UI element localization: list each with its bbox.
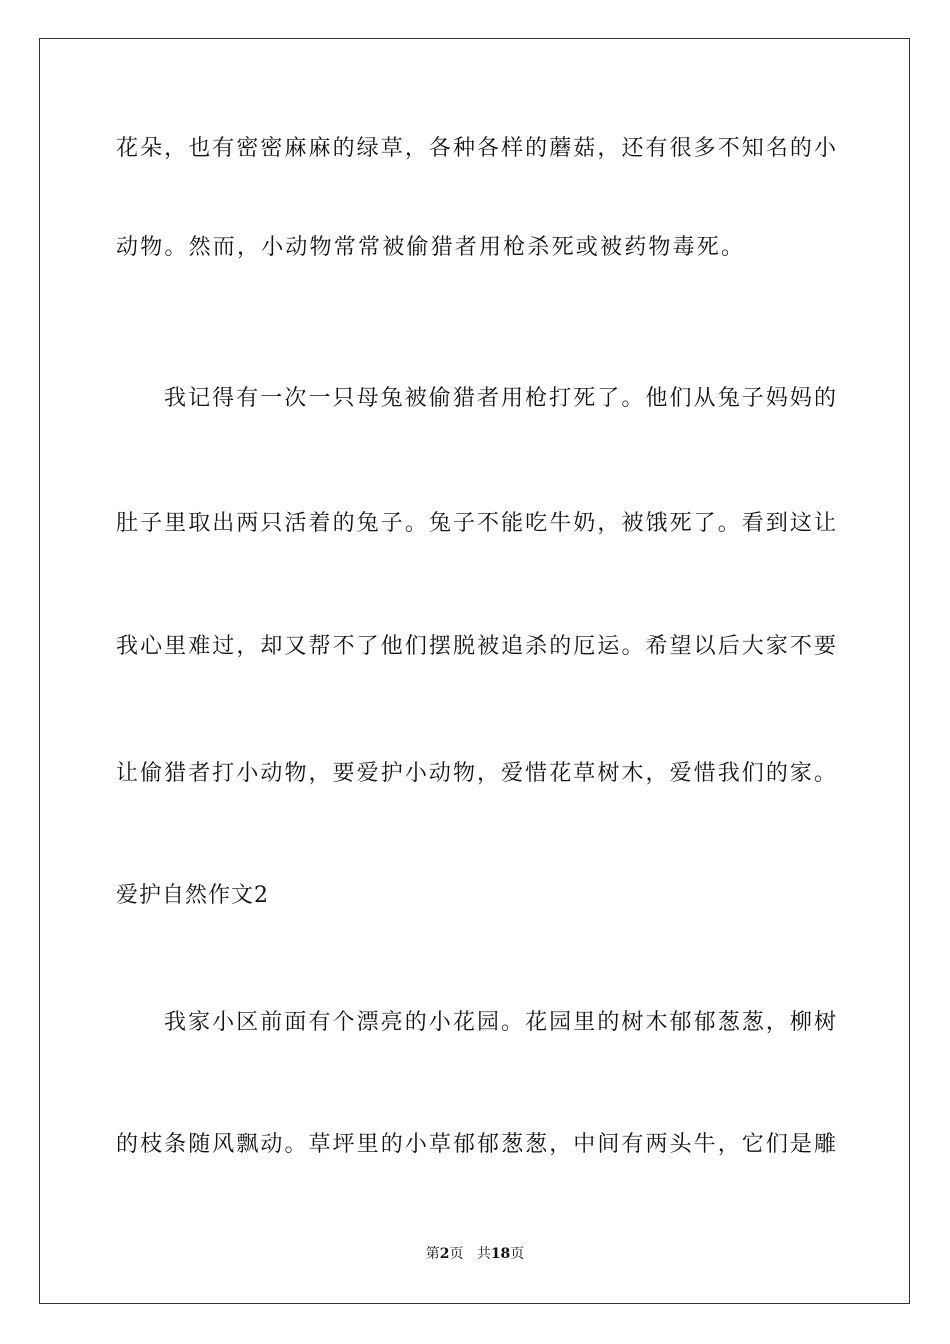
text-line-4: 肚子里取出两只活着的兔子。兔子不能吃牛奶，被饿死了。看到这让: [116, 511, 836, 536]
total-prefix: 共: [476, 1246, 491, 1262]
page-suffix: 页: [449, 1246, 464, 1262]
page-border: [39, 38, 910, 1304]
total-suffix: 页: [510, 1246, 525, 1262]
section-heading: 爱护自然作文2: [116, 883, 269, 908]
text-line-9: 的枝条随风飘动。草坪里的小草郁郁葱葱，中间有两头牛，它们是雕: [116, 1132, 836, 1157]
text-line-6: 让偷猎者打小动物，要爱护小动物，爱惜花草树木，爱惜我们的家。: [116, 761, 836, 786]
text-line-5: 我心里难过，却又帮不了他们摆脱被追杀的厄运。希望以后大家不要: [116, 634, 836, 659]
text-line-1: 花朵，也有密密麻麻的绿草，各种各样的蘑菇，还有很多不知名的小: [116, 136, 836, 161]
text-line-8: 我家小区前面有个漂亮的小花园。花园里的树木郁郁葱葱，柳树: [164, 1010, 836, 1035]
page-number: 2: [439, 1246, 450, 1262]
total-pages: 18: [490, 1246, 511, 1262]
page-prefix: 第: [425, 1246, 440, 1262]
page-footer: [0, 1243, 950, 1263]
text-line-3: 我记得有一次一只母兔被偷猎者用枪打死了。他们从兔子妈妈的: [164, 386, 836, 411]
text-line-2: 动物。然而，小动物常常被偷猎者用枪杀死或被药物毒死。: [116, 235, 746, 260]
